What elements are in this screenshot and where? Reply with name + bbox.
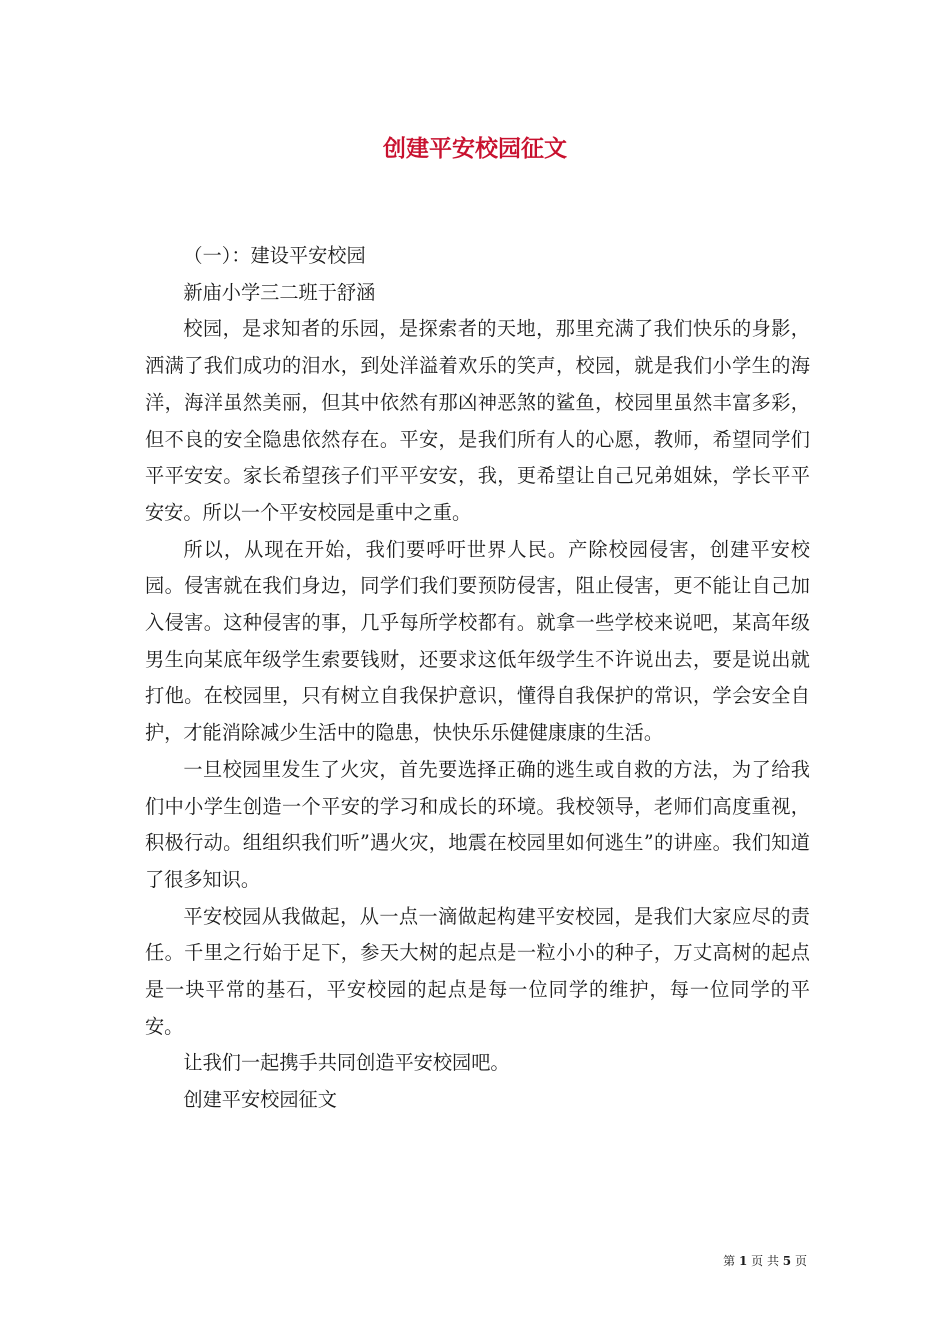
page-number-footer bbox=[723, 1252, 807, 1269]
footer-middle: 页 共 bbox=[751, 1254, 779, 1268]
document-title: 创建平安校园征文 bbox=[383, 135, 567, 162]
footer-prefix: 第 bbox=[723, 1254, 736, 1268]
total-pages-number: 5 bbox=[782, 1254, 792, 1268]
closing-title-line: 创建平安校园征文 bbox=[183, 1088, 337, 1112]
footer-suffix: 页 bbox=[794, 1254, 807, 1268]
paragraph: 所以，从现在开始，我们要呼吁世界人民。产除校园侵害，创建平安校园。侵害就在我们身边，同学们我们要预防侵害，阻止侵害，更不能让自己加入侵害。这种侵害的事，几乎每所学校都有。就拿一些学校来说吧，某高年级男生向某底年级学生索要钱财，还要求这低年级学生不许说出去，要是说出就打他。在校园里，只有树立自我保护意识，懂得自我保护的常识，学会安全自护，才能消除减少生活中的隐患，快快乐乐健健康康的生活。 bbox=[145, 537, 810, 745]
section-heading: （一）：建设平安校园 bbox=[183, 244, 366, 267]
current-page-number: 1 bbox=[738, 1254, 748, 1268]
paragraph: 平安校园从我做起，从一点一滴做起构建平安校园，是我们大家应尽的责任。千里之行始于足下，参天大树的起点是一粒小小的种子，万丈高树的起点是一块平常的基石，平安校园的起点是每一位同学的维护，每一位同学的平安。 bbox=[145, 904, 810, 1038]
paragraph: 让我们一起携手共同创造平安校园吧。 bbox=[183, 1051, 510, 1075]
document-body bbox=[145, 238, 810, 1119]
paragraph: 一旦校园里发生了火灾，首先要选择正确的逃生或自救的方法，为了给我们中小学生创造一个平安的学习和成长的环境。我校领导，老师们高度重视，积极行动。组组织我们听”遇火灾，地震在校园里如何逃生”的讲座。我们知道了很多知识。 bbox=[145, 757, 810, 891]
author-line: 新庙小学三二班于舒涵 bbox=[183, 280, 376, 304]
paragraph: 校园，是求知者的乐园，是探索者的天地，那里充满了我们快乐的身影，洒满了我们成功的泪水，到处洋溢着欢乐的笑声，校园，就是我们小学生的海洋，海洋虽然美丽，但其中依然有那凶神恶煞的鲨鱼，校园里虽然丰富多彩，但不良的安全隐患依然存在。平安，是我们所有人的心愿，教师，希望同学们平平安安。家长希望孩子们平平安安，我，更希望让自己兄弟姐妹，学长平平安安。所以一个平安校园是重中之重。 bbox=[145, 317, 810, 524]
